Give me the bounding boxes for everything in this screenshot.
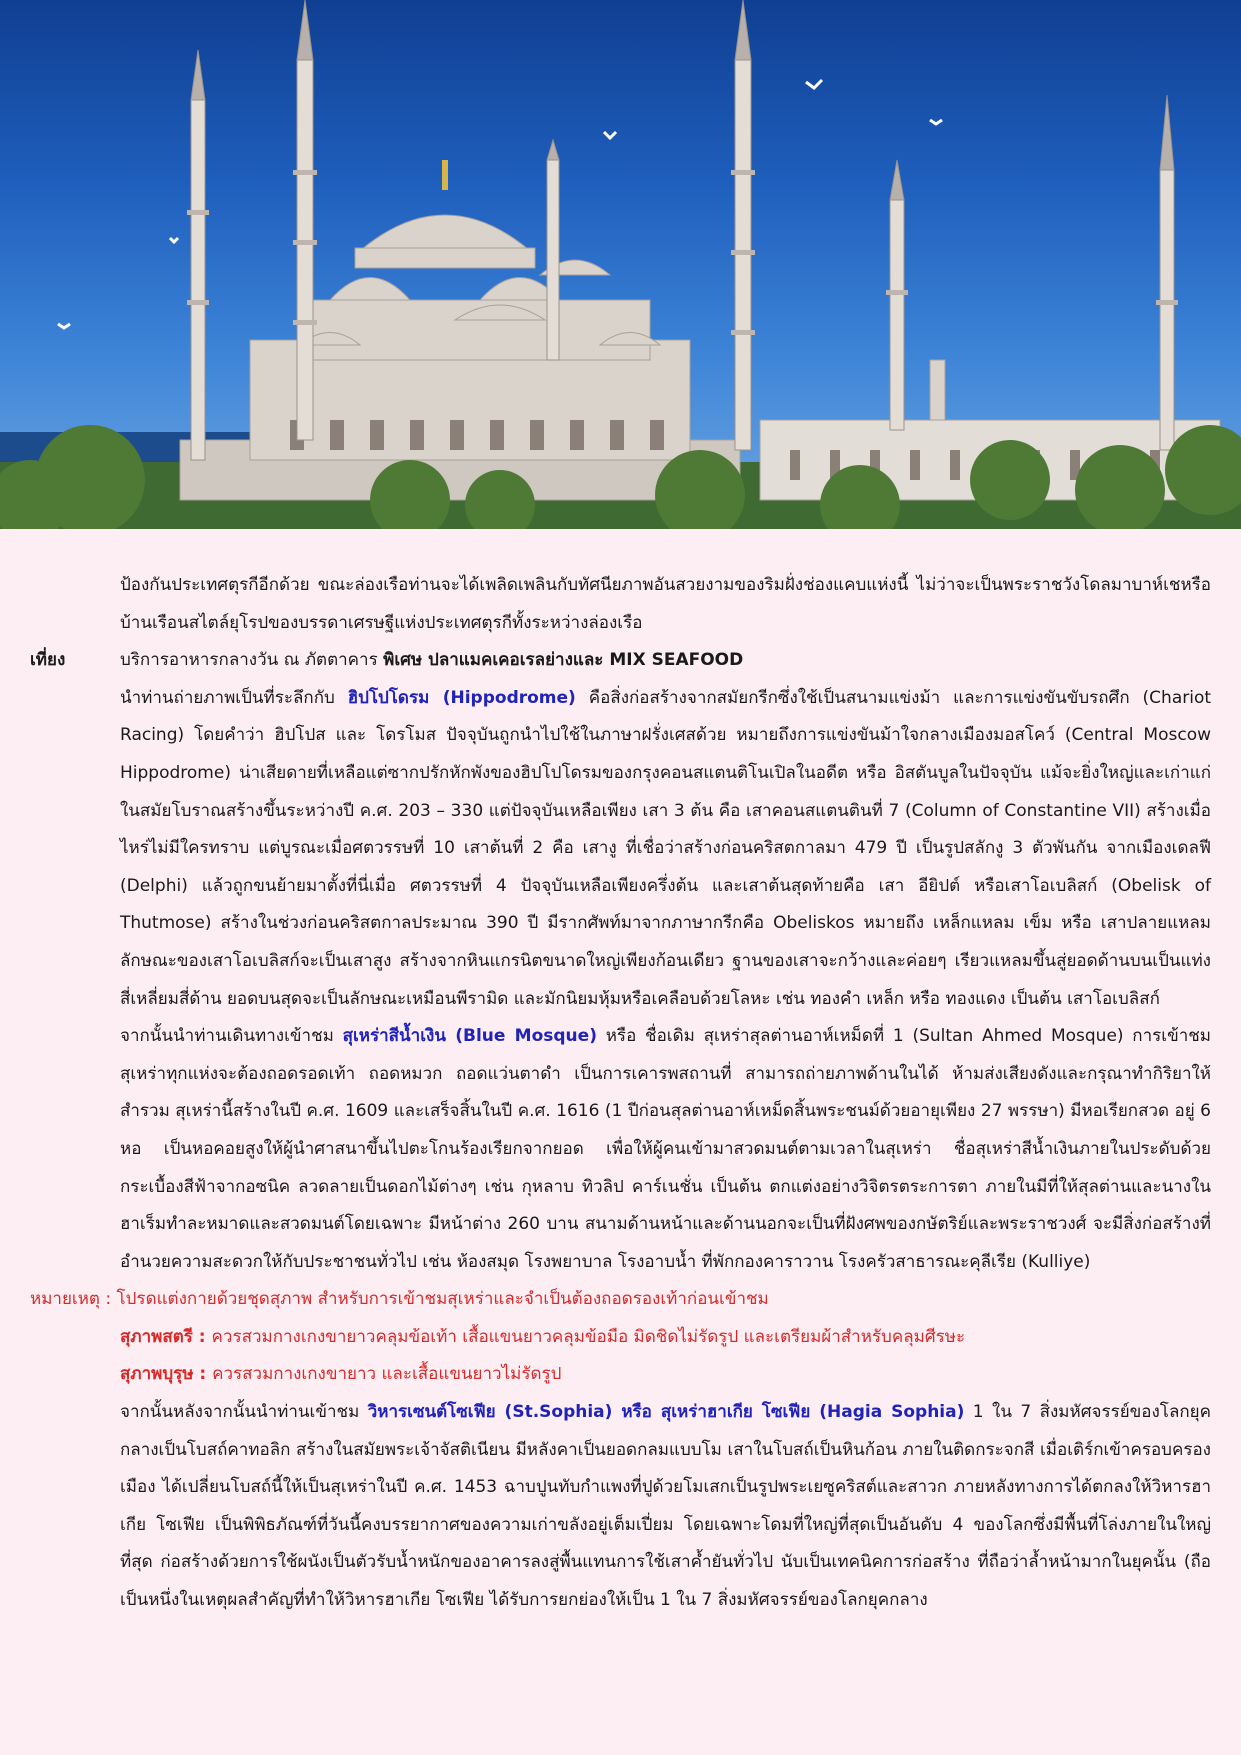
bluemosque-highlight: สุเหร่าสีน้ำเงิน (Blue Mosque) [342, 1026, 597, 1047]
hagia-pre: จากนั้นหลังจากนั้นนำท่านเข้าชม [120, 1402, 368, 1423]
note-female-text: ควรสวมกางเกงขายาวคลุมข้อเท้า เสื้อแขนยาวคลุมข้อมือ มิดชิดไม่รัดรูป และเตรียมผ้าสำหรับคลุมศีรษะ [211, 1326, 966, 1347]
lunch-special: พิเศษ ปลาแมคเคอเรลย่างและ MIX SEAFOOD [383, 650, 744, 671]
hippodrome-post: คือสิ่งก่อสร้างจากสมัยกรีกซึ่งใช้เป็นสนามแข่งม้า และการแข่งขันขับรถศึก (Chariot Racing) โดยคำว่า ฮิปโปส และ โดรโมส ปัจจุบันถูกนำไปใช้ในภาษาฝรั่งเศสด้วย หมายถึงการแข่งขันม้าใจกลางเมืองมอสโคว์ (Central Moscow Hippodrome) น่าเสียดายที่เหลือแต่ซากปรักหักพังของฮิปโปโดรมของกรุงคอนสแตนติโนเปิลในอดีต หรือ อิสตันบูลในปัจจุบัน แม้จะยิ่งใหญ่และเก่าแก่ในสมัยโบราณสร้างขึ้นระหว่างปี ค.ศ. 203 – 330 แต่ปัจจุบันเหลือเพียง เสา 3 ต้น คือ เสาคอนสแตนตินที่ 7 (Column of Constantine VII) สร้างเมื่อไหร่ไม่มีใครทราบ แต่บูรณะเมื่อศตวรรษที่ 10 เสาต้นที่ 2 คือ เสางู ที่เชื่อว่าสร้างก่อนคริสตกาลมา 479 ปี เป็นรูปสลักงู 3 ตัวพันกัน จากเมืองเดลฟี (Delphi) แล้วถูกขนย้ายมาตั้งที่นี่เมื่อ ศตวรรษที่ 4 ปัจจุบันเหลือเพียงครึ่งต้น และเสาต้นสุดท้ายคือ เสา อียิปต์ หรือเสาโอเบลิสก์ (Obelisk of Thutmose) สร้างในช่วงก่อนคริสตกาลประมาณ 390 ปี มีรากศัพท์มาจากภาษากรีกคือ Obeliskos หมายถึง เหล็กแหลม เข็ม หรือ เสาปลายแหลม ลักษณะของเสาโอเบลิสก์จะเป็นเสาสูง สร้างจากหินแกรนิตขนาดใหญ่เพียงก้อนเดียว ฐานของเสาจะกว้างและค่อยๆ เรียวแหลมขึ้นสู่ยอดด้านบนเป็นแท่งสี่เหลี่ยมสี่ด้าน ยอดบนสุดจะเป็นลักษณะเหมือนพีรามิด และมักนิยมหุ้มหรือเคลือบด้วยโลหะ เช่น ทองคำ เหล็ก หรือ ทองแดง เป็นต้น เสาโอเบลิสก์ [120, 687, 1212, 1009]
paragraph-bosphorus [30, 567, 1211, 642]
lunch-label: เที่ยง [30, 650, 66, 671]
paragraph-bosphorus-text: ป้องกันประเทศตุรกีอีกด้วย ขณะล่องเรือท่านจะได้เพลิดเพลินกับทัศนียภาพอันสวยงามของริมฝั่งช่องแคบแห่งนี้ ไม่ว่าจะเป็นพระราชวังโดลมาบาห์เชหรือบ้านเรือนสไตล์ยุโรปของบรรดาเศรษฐีแห่งประเทศตุรกีทั้งระหว่างล่องเรือ [120, 575, 1211, 633]
hippodrome-highlight: ฮิปโปโดรม (Hippodrome) [347, 687, 576, 708]
lunch-text [120, 642, 1211, 680]
bluemosque-pre: จากนั้นนำท่านเดินทางเข้าชม [120, 1026, 343, 1047]
hagia-post: 1 ใน 7 สิ่งมหัศจรรย์ของโลกยุคกลางเป็นโบสถ์คาทอลิก สร้างในสมัยพระเจ้าจัสติเนียน มีหลังคาเป็นยอดกลมแบบโม เสาในโบสถ์เป็นหินก้อน ภายในติดกระจกสี เมื่อเติร์กเข้าครอบครองเมือง ได้เปลี่ยนโบสถ์นี้ให้เป็นสุเหร่าในปี ค.ศ. 1453 ฉาบปูนทับกำแพงที่ปูด้วยโมเสกเป็นรูปพระเยซูคริสต์และสาวก ภายหลังทางการได้ตกลงให้วิหารฮาเกีย โซเฟีย เป็นพิพิธภัณฑ์ที่วันนี้คงบรรยากาศของความเก่าขลังอยู่เต็มเปี่ยม โดยเฉพาะโดมที่ใหญ่ที่สุดเป็นอันดับ 4 ของโลกซึ่งมีพื้นที่โล่งภายในใหญ่ที่สุด ก่อสร้างด้วยการใช้ผนังเป็นตัวรับน้ำหนักของอาคารลงสู่พื้นแทนการใช้เสาค้ำยันทั่วไป นับเป็นเทคนิคการก่อสร้าง ที่ถือว่าล้ำหน้ามากในยุคนั้น (ถือเป็นหนึ่งในเหตุผลสำคัญที่ทำให้วิหารฮาเกีย โซเฟีย ได้รับการยกย่องให้เป็น 1 ใน 7 สิ่งมหัศจรรย์ของโลกยุคกลาง [120, 1402, 1211, 1611]
hero-photo [0, 0, 1241, 529]
bluemosque-post: หรือ ชื่อเดิม สุเหร่าสุลต่านอาห์เหม็ดที่ 1 (Sultan Ahmed Mosque) การเข้าชมสุเหร่าทุกแห่งจะต้องถอดรอดเท้า ถอดหมวก ถอดแว่นตาดำ เป็นการเคารพสถานที่ สามารถถ่ายภาพด้านในได้ ห้ามส่งเสียงดังและกรุณาทำกิริยาให้สำรวม สุเหร่านี้สร้างในปี ค.ศ. 1609 และเสร็จสิ้นในปี ค.ศ. 1616 (1 ปีก่อนสุลต่านอาห์เหม็ดสิ้นพระชนม์ด้วยอายุเพียง 27 พรรษา) มีหอเรียกสวด อยู่ 6 หอ เป็นหอคอยสูงให้ผู้นำศาสนาขึ้นไปตะโกนร้องเรียกจากยอด เพื่อให้ผู้คนเข้ามาสวดมนต์ตามเวลาในสุเหร่า ชื่อสุเหร่าสีน้ำเงินภายในประดับด้วยกระเบื้องสีฟ้าจากอซนิค ลวดลายเป็นดอกไม้ต่างๆ เช่น กุหลาบ ทิวลิป คาร์เนชั่น เป็นต้น ตกแต่งอย่างวิจิตรตระการตา ภายในมีที่ให้สุลต่านและนางในฮาเร็มทำละหมาดและสวดมนต์โดยเฉพาะ มีหน้าต่าง 260 บาน สนามด้านหน้าและด้านนอกจะเป็นที่ฝังศพของกษัตริย์และพระราชวงศ์ จะมีสิ่งก่อสร้างที่อำนวยความสะดวกให้กับประชาชนทั่วไป เช่น ห้องสมุด โรงพยาบาล โรงอาบน้ำ ที่พักกองคาราวาน โรงครัวสาธารณะคุลีเรีย (Kulliye) [120, 1026, 1211, 1272]
paragraph-blue-mosque [30, 1018, 1211, 1281]
lunch-row [30, 642, 1211, 680]
mosque-photo-icon [0, 0, 1241, 529]
paragraph-hagia-sophia [30, 1394, 1211, 1620]
note-male [30, 1356, 1211, 1394]
note-female [30, 1319, 1211, 1357]
note-male-label: สุภาพบุรุษ : [120, 1364, 213, 1385]
itinerary-content [0, 529, 1241, 1620]
hagia-highlight: วิหารเซนต์โซเฟีย (St.Sophia) หรือ สุเหร่าฮาเกีย โซเฟีย (Hagia Sophia) [367, 1402, 965, 1423]
hippodrome-pre: นำท่านถ่ายภาพเป็นที่ระลึกกับ [120, 687, 348, 708]
note-main: หมายเหตุ : โปรดแต่งกายด้วยชุดสุภาพ สำหรับการเข้าชมสุเหร่าและจำเป็นต้องถอดรองเท้าก่อนเข้าชม [30, 1289, 769, 1310]
note-male-text: ควรสวมกางเกงขายาว และเสื้อแขนยาวไม่รัดรูป [212, 1364, 562, 1385]
note-female-label: สุภาพสตรี : [120, 1326, 212, 1347]
lunch-pre: บริการอาหารกลางวัน ณ ภัตตาคาร [120, 650, 384, 671]
paragraph-hippodrome [30, 680, 1211, 1018]
